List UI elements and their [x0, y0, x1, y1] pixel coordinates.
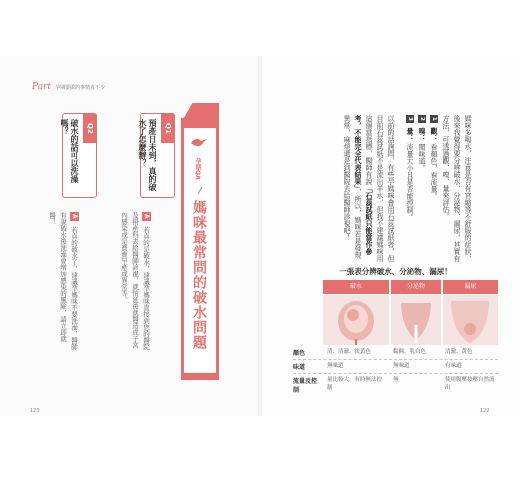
cell-flow-leakage: 使用腹壓按壓自然流出 — [445, 377, 495, 391]
table-header-water-break: 破水 — [323, 280, 389, 294]
criteria-text-1: 看顏色，看流量。 — [430, 143, 438, 200]
question-card-q2 — [62, 113, 97, 198]
table-header-leakage: 漏尿 — [443, 280, 498, 294]
cell-smell-leakage: 有味道 — [445, 363, 462, 369]
uterus-illustration-icon — [323, 295, 389, 345]
table-header-discharge: 分泌物 — [391, 280, 441, 294]
comparison-table — [293, 266, 498, 396]
criteria-text-2: 聞味道。 — [418, 143, 426, 172]
illustration-discharge — [391, 295, 441, 345]
closing-text-a: 以前的話詢問，有些孕媽咪會用石蕊試紙者，但目前石蕊試紙不是流出羊水，但我不建議媽咪用這個當指標，醫師有說 — [365, 115, 395, 262]
row-label-color: 顏色 — [293, 350, 306, 357]
illustration-leakage — [443, 295, 498, 345]
page-number-left: 123 — [30, 408, 40, 414]
criteria-item-2 — [416, 115, 427, 265]
cell-flow-water: 量比較大，有時無法控制 — [327, 377, 383, 391]
table-row-flow — [293, 376, 498, 396]
criteria-text-3: 流量大小且是否能控制。 — [406, 143, 414, 221]
question-card-q1 — [140, 113, 175, 198]
title-label: 孕期QA — [194, 158, 201, 180]
table-title: 一張表分辨破水、分泌物、漏尿！ — [339, 267, 452, 276]
illustration-water-break — [323, 295, 389, 345]
q1-answer-text: 若真的是破水，建議孕媽咪直接到您的醫院及掛產科去給醫師診視，就怕延後就醫造成子宮內感染或是寶寶早產或異常等。 — [120, 212, 150, 350]
q1-answer — [118, 212, 151, 352]
discharge-illustration-icon — [391, 295, 441, 345]
criteria-item-3 — [404, 115, 415, 265]
row-label-flow: 流量及控制 — [293, 378, 318, 394]
bird-icon — [190, 136, 208, 148]
cell-color-discharge: 黏稠、乳白色 — [393, 349, 427, 355]
q1-answer-mark: A — [142, 212, 151, 221]
page-gutter — [258, 56, 262, 416]
criteria-label-2: 嗅： — [418, 127, 426, 142]
criteria-num-3: 3 — [406, 115, 414, 123]
criteria-label-1: 觀： — [430, 127, 438, 142]
criteria-num-1: 1 — [430, 115, 438, 123]
running-head-text: 孕期要做的事情真不少 — [54, 85, 105, 91]
right-closing — [300, 115, 396, 265]
q2-tab: Q2 — [83, 113, 97, 143]
q1-tab: Q1 — [161, 113, 175, 143]
cell-smell-water: 無味道 — [327, 363, 344, 369]
q2-answer-mark: A — [70, 212, 79, 221]
closing-highlight: 「石蕊試紙只能當作參考，不能完全代表結果」 — [354, 115, 373, 255]
row-label-smell: 味道 — [293, 364, 306, 371]
page-title: 媽咪最常問的破水問題 — [191, 200, 207, 350]
q2-answer — [46, 212, 79, 352]
part-logo: Part — [32, 82, 51, 92]
cell-smell-discharge: 無味道 — [393, 363, 410, 369]
cell-color-leakage: 清澈、黃色 — [445, 349, 473, 355]
table-row-smell — [293, 362, 498, 374]
q1-question: 預產日未到，真的破水了怎麼辦？ — [138, 119, 157, 191]
right-intro: 媽咪多喝水，注意是否有宮縮等不舒服的症狀，後來我覺得要分辨破水、分泌物、漏尿，其實有方法，可透過觀、嗅、量來評估。 — [442, 115, 472, 262]
cell-color-water: 清、清澈、淡黃色 — [327, 349, 372, 355]
leakage-illustration-icon — [443, 295, 498, 345]
criteria-num-2: 2 — [418, 115, 426, 123]
running-head — [32, 82, 105, 92]
table-row-color — [293, 348, 498, 360]
q2-answer-text: 若真的破水了，建議孕媽咪不要洗澡，醫師有說破水後洗澡會增加感染的風險，請立即就醫！ — [48, 212, 78, 350]
page-number-right: 122 — [480, 408, 490, 414]
criteria-label-3: 量： — [406, 127, 414, 142]
q2-question: 破水的話可以洗澡嗎？ — [60, 119, 79, 183]
closing-text-b: ，所以，媽咪若是發現異常，麻煩還是到醫院去給醫師診視吧！ — [343, 115, 362, 259]
cell-flow-discharge: 無 — [393, 377, 399, 383]
criteria-item-1 — [428, 115, 439, 265]
